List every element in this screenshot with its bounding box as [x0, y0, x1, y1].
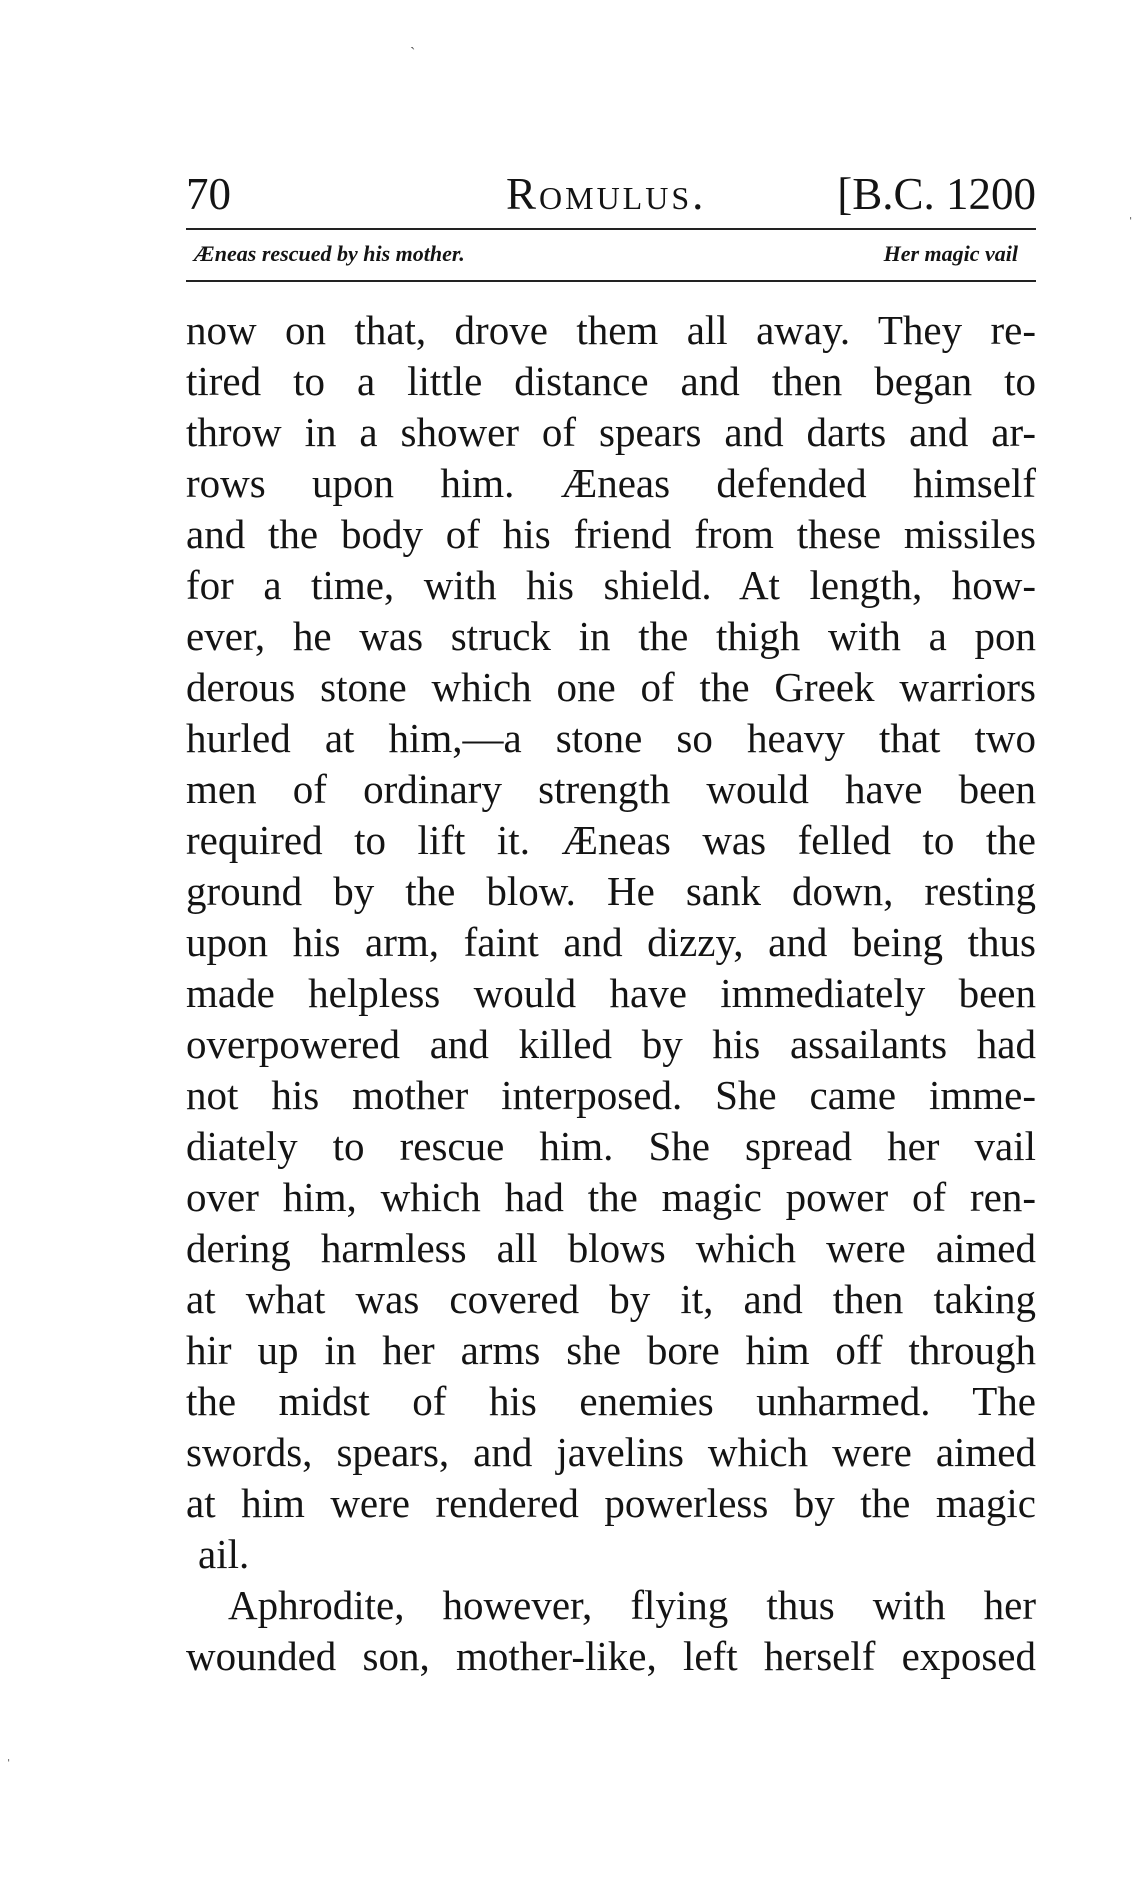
text-line: over him, which had the magic power of ren-	[186, 1174, 1036, 1220]
text-line: diately to rescue him. She spread her vail	[186, 1123, 1036, 1169]
section-subheading	[186, 236, 1036, 272]
text-line: derous stone which one of the Greek warriors	[186, 664, 1036, 710]
header-rule-top	[186, 228, 1036, 230]
text-line: throw in a shower of spears and darts and ar-	[186, 409, 1036, 455]
text-line: rows upon him. Æneas defended himself	[186, 460, 1036, 506]
subheading-right: Her magic vail	[883, 241, 1018, 266]
text-line-paragraph-start: Aphrodite, however, flying thus with her	[228, 1582, 1036, 1628]
text-line: upon his arm, faint and dizzy, and being thus	[186, 919, 1036, 965]
text-line: men of ordinary strength would have been	[186, 766, 1036, 812]
text-line: dering harmless all blows which were aimed	[186, 1225, 1036, 1271]
text-line: wounded son, mother-like, left herself exposed	[186, 1633, 1036, 1679]
text-line: tired to a little distance and then began to	[186, 358, 1036, 404]
scan-mark-top: ˎ	[410, 33, 416, 50]
text-line: at him were rendered powerless by the magic	[186, 1480, 1036, 1526]
running-head	[186, 164, 1036, 224]
page-number: 70	[186, 169, 231, 219]
text-line: required to lift it. Æneas was felled to the	[186, 817, 1036, 863]
text-line: hir up in her arms she bore him off through	[186, 1327, 1036, 1373]
text-line: ever, he was struck in the thigh with a pon	[186, 613, 1036, 659]
text-line: swords, spears, and javelins which were aimed	[186, 1429, 1036, 1475]
running-title: Romulus.	[506, 169, 707, 219]
text-line: and the body of his friend from these missiles	[186, 511, 1036, 557]
text-line: the midst of his enemies unharmed. The	[186, 1378, 1036, 1424]
text-line-paragraph-end: ail.	[198, 1531, 250, 1577]
text-line: ground by the blow. He sank down, resting	[186, 868, 1036, 914]
body-text	[186, 305, 1036, 1682]
book-page	[186, 0, 1036, 1895]
scan-mark-right: ˈ	[1128, 215, 1134, 232]
text-line: hurled at him,—a stone so heavy that two	[186, 715, 1036, 761]
scan-mark-left: ˌ	[6, 1745, 12, 1762]
text-line: at what was covered by it, and then taking	[186, 1276, 1036, 1322]
running-date: [B.C. 1200	[837, 169, 1036, 219]
text-line: overpowered and killed by his assailants had	[186, 1021, 1036, 1067]
text-line: for a time, with his shield. At length, how-	[186, 562, 1036, 608]
subheading-left: Æneas rescued by his mother.	[194, 241, 465, 266]
header-rule-bottom	[186, 280, 1036, 282]
text-line: now on that, drove them all away. They re-	[186, 307, 1036, 353]
text-line: not his mother interposed. She came imme-	[186, 1072, 1036, 1118]
text-line: made helpless would have immediately been	[186, 970, 1036, 1016]
